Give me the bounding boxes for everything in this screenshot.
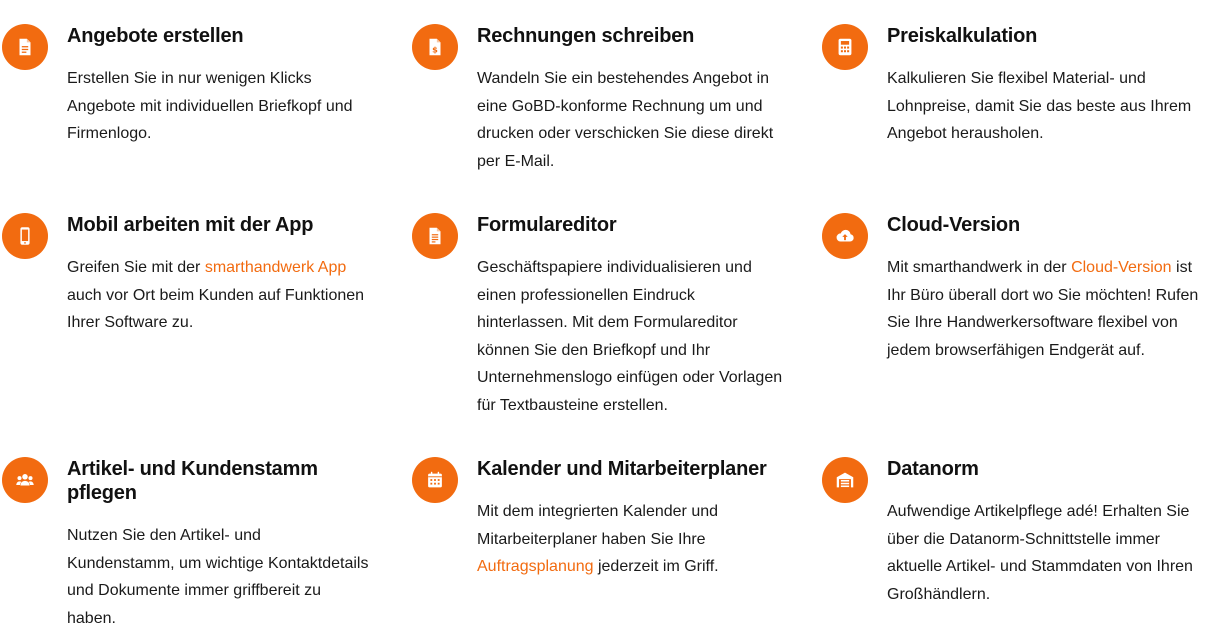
feature-title: Rechnungen schreiben (477, 25, 695, 47)
feature-description: Kalkulieren Sie flexibel Material- und Lohnpreise, damit Sie das beste aus Ihrem Angebot herausholen. (887, 70, 1192, 142)
feature-cloud-version (822, 213, 1206, 393)
warehouse-icon (822, 457, 868, 503)
feature-preiskalkulation (822, 24, 1202, 154)
feature-description: Wandeln Sie ein bestehendes Angebot in eine GoBD-konforme Rechnung um und drucken oder verschicken Sie diese direkt per E-Mail. (477, 70, 774, 170)
feature-description: Nutzen Sie den Artikel- und Kundenstamm, um wichtige Kontaktdetails und Dokumente immer griffbereit zu haben. (67, 527, 369, 627)
svg-text:$: $ (432, 44, 438, 55)
feature-angebote-erstellen (2, 24, 362, 154)
feature-description: Mit dem integrierten Kalender und Mitarbeiterplaner haben Sie Ihre Auftragsplanung jederzeit im Griff. (477, 503, 719, 575)
auftragsplanung-link[interactable]: Auftragsplanung (477, 558, 594, 575)
feature-mobil-arbeiten (2, 213, 382, 343)
feature-title: Formulareditor (477, 214, 617, 236)
smarthandwerk-app-link[interactable]: smarthandwerk App (204, 259, 347, 276)
calculator-icon (822, 24, 868, 70)
feature-description: Erstellen Sie in nur wenigen Klicks Angebote mit individuellen Briefkopf und Firmenlogo. (67, 70, 353, 142)
cloud-version-link[interactable]: Cloud-Version (1071, 259, 1172, 276)
feature-title: Datanorm (887, 458, 979, 480)
feature-formulareditor (412, 213, 792, 423)
feature-title: Artikel- und Kundenstamm pflegen (67, 458, 318, 504)
users-group-icon (2, 457, 48, 503)
feature-title: Cloud-Version (887, 214, 1020, 236)
feature-datanorm (822, 457, 1206, 617)
document-icon (2, 24, 48, 70)
feature-title: Angebote erstellen (67, 25, 244, 47)
smartphone-icon (2, 213, 48, 259)
invoice-dollar-icon (412, 24, 458, 70)
form-editor-icon (412, 213, 458, 259)
cloud-upload-icon (822, 213, 868, 259)
feature-title: Kalender und Mitarbeiterplaner (477, 458, 767, 480)
calendar-icon (412, 457, 458, 503)
feature-description: Aufwendige Artikelpflege adé! Erhalten Sie über die Datanorm-Schnittstelle immer aktuelle Artikel- und Stammdaten von Ihren Großhändlern. (887, 503, 1193, 603)
feature-kalender-mitarbeiterplaner (412, 457, 792, 587)
feature-title: Mobil arbeiten mit der App (67, 214, 314, 236)
feature-title: Preiskalkulation (887, 25, 1038, 47)
feature-description: Mit smarthandwerk in der Cloud-Version ist Ihr Büro überall dort wo Sie möchten! Rufen Sie Ihre Handwerkersoftware flexibel von jedem browserfähigen Endgerät auf. (887, 259, 1199, 359)
feature-artikel-kundenstamm (2, 457, 382, 637)
feature-description: Greifen Sie mit der smarthandwerk App auch vor Ort beim Kunden auf Funktionen Ihrer Software zu. (67, 259, 365, 331)
feature-description: Geschäftspapiere individualisieren und einen professionellen Eindruck hinterlassen. Mit dem Formulareditor können Sie den Briefkopf und Ihr Unternehmenslogo einfügen oder Vorlagen für Textbausteine erstellen. (477, 259, 783, 414)
feature-rechnungen-schreiben (412, 24, 792, 184)
